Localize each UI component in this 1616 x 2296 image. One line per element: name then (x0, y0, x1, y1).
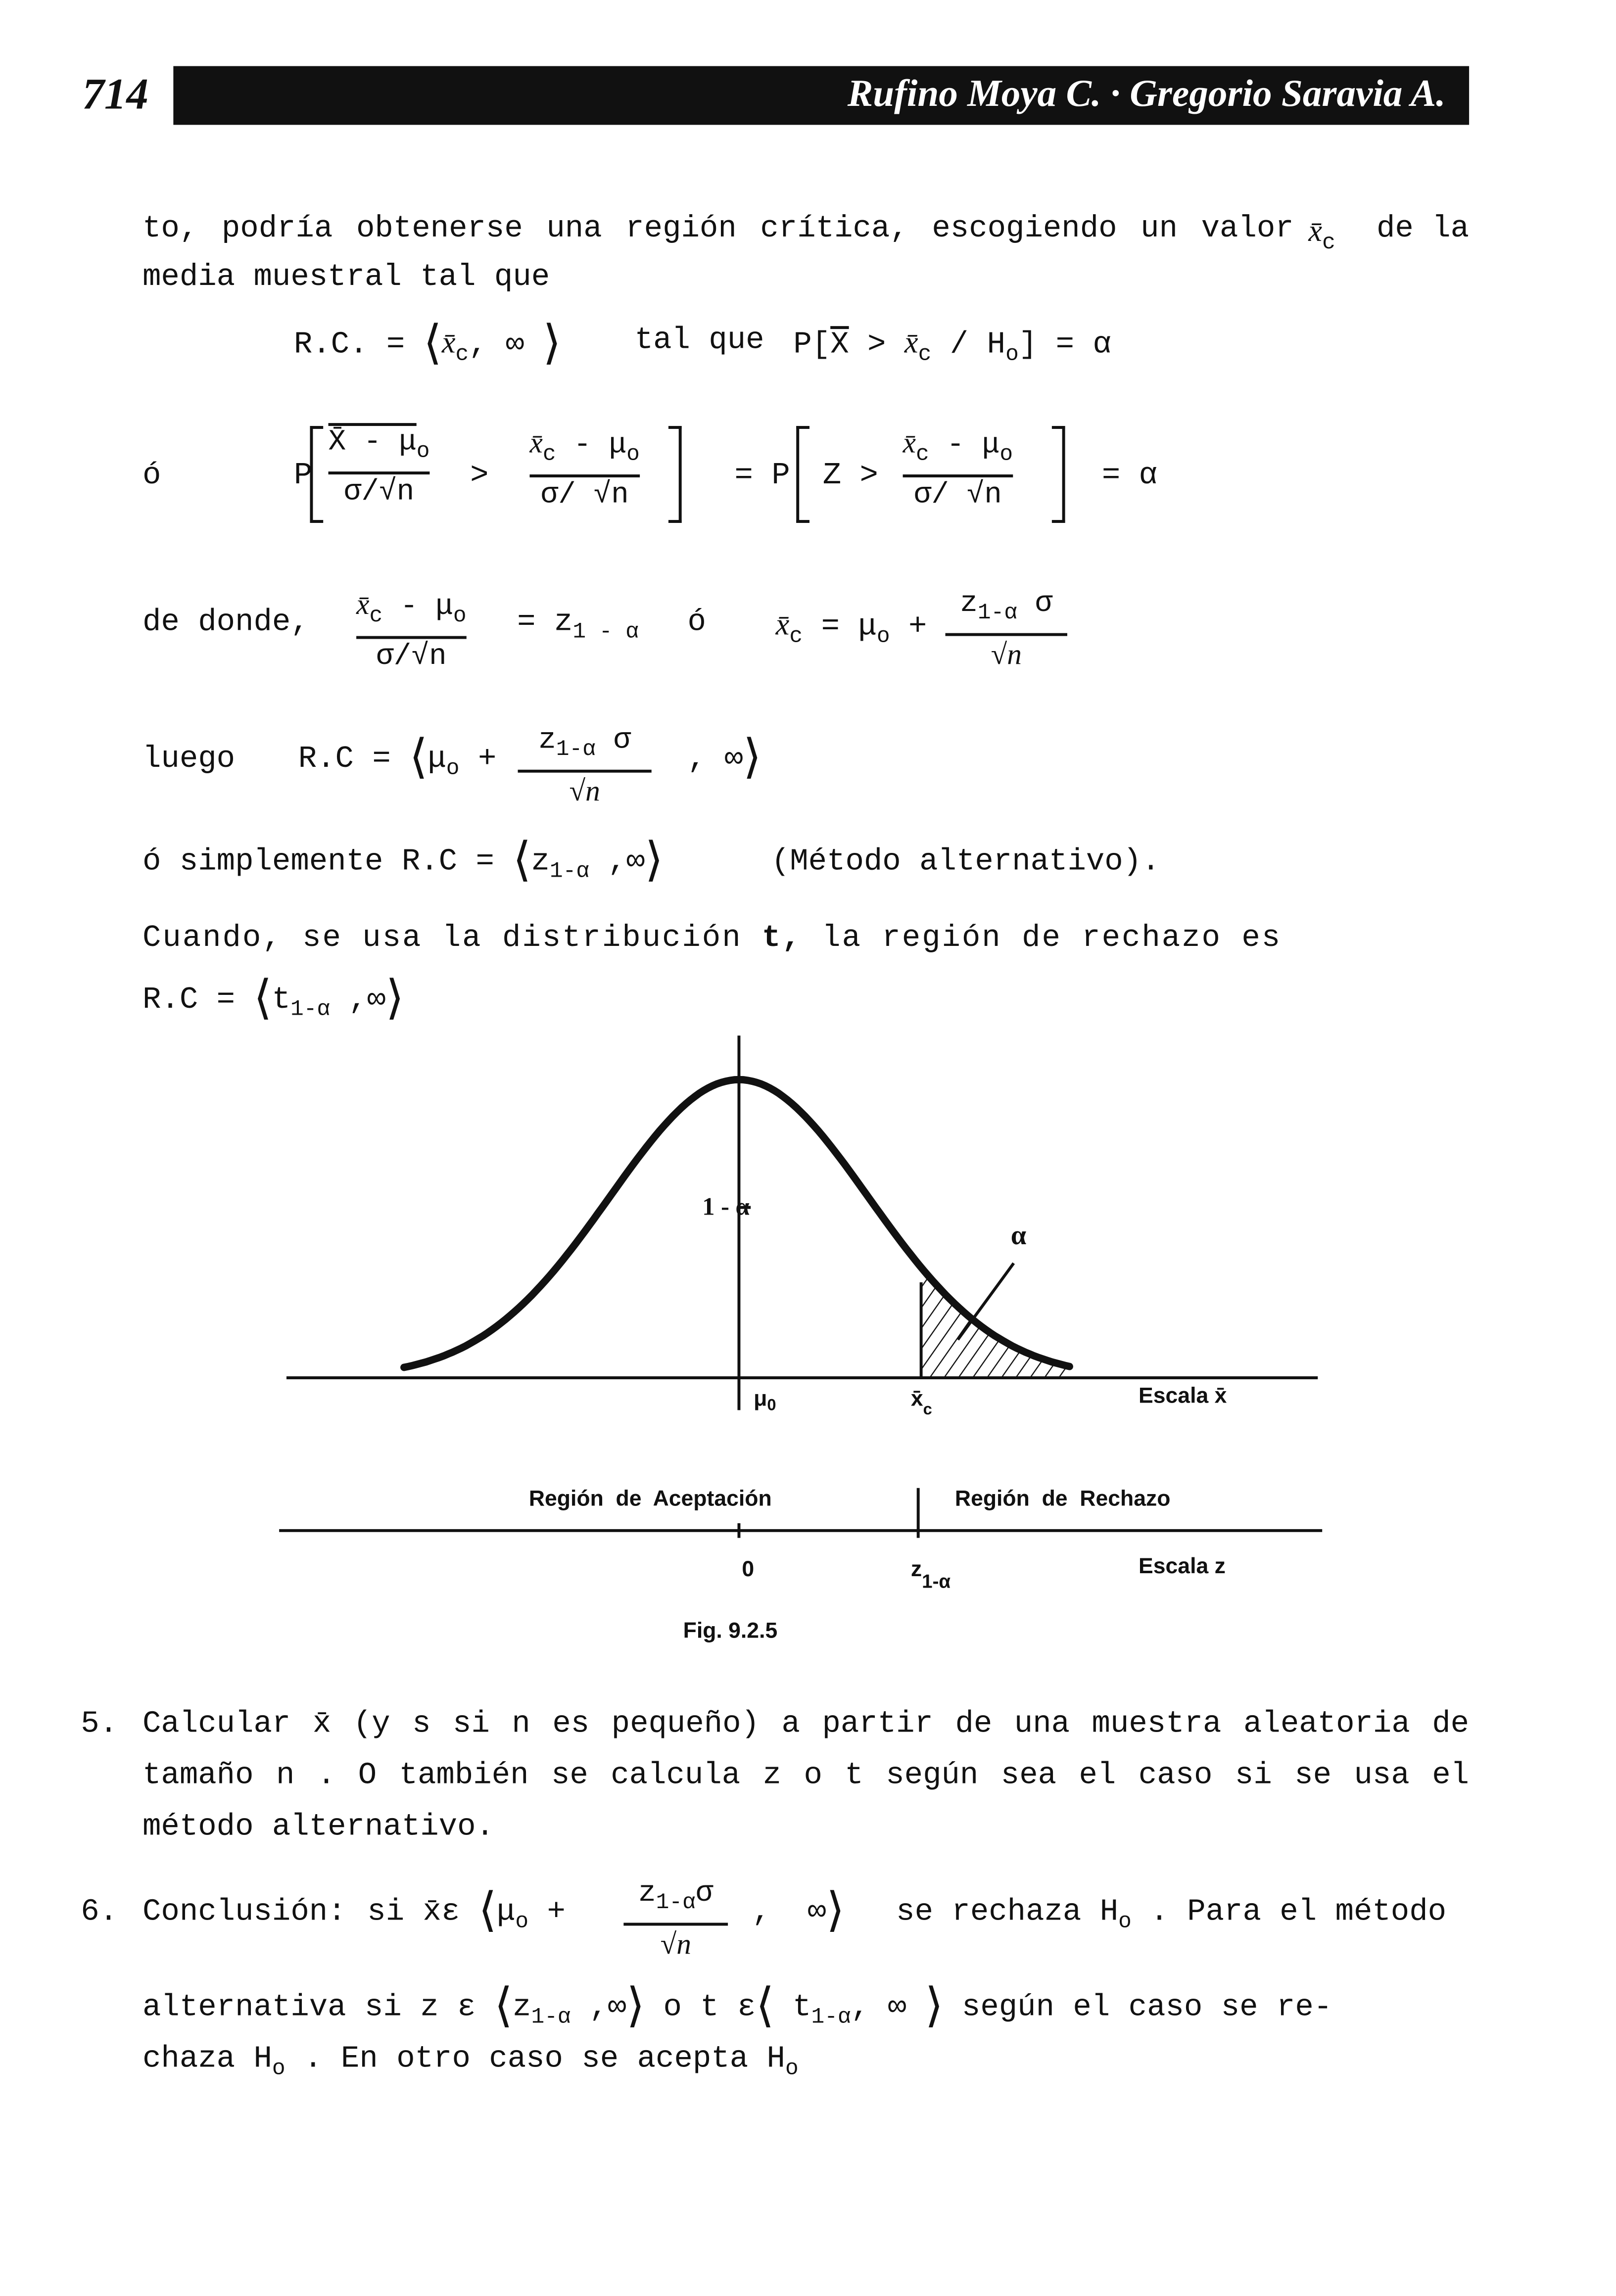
label-alpha: α (1010, 1220, 1027, 1252)
label-xc: $x̄_c$ (910, 1386, 932, 1419)
label-scale-x: Escala x̄ (1139, 1383, 1227, 1409)
gt-sign: > (470, 460, 489, 494)
text-conclusion: Conclusión: (143, 1896, 346, 1930)
item-line: Calcular x̄ (y s si n es pequeño) a partir de una muestra aleatoria de (143, 1708, 1470, 1742)
fraction: $z_{1-\alpha}$ σ √n (538, 724, 631, 809)
formula-membership: si x̄ε $⟨\mu_o$ + (367, 1886, 566, 1941)
conjunction-o: ó (687, 607, 706, 641)
text: to, podría obtenerse una región crítica, escogiendo un valor (143, 213, 1294, 247)
conjunction-o: ó (143, 460, 161, 494)
prob-P: P (293, 460, 313, 494)
formula-alt: ó simplemente $R.C = ⟨z_{1-\alpha}$ ,∞⟩ (143, 836, 664, 890)
eq-P: = P (734, 460, 790, 494)
formula-tail: , ∞⟩ (687, 733, 761, 788)
formula-rc: R.C. = $⟨x̄_c$, ∞ ⟩ (293, 319, 562, 374)
paragraph-line: media muestral tal que (143, 261, 550, 295)
text-luego: luego (143, 743, 236, 777)
figure-caption: Fig. 9.2.5 (683, 1618, 778, 1644)
item-number: 6. (81, 1896, 118, 1930)
eq-z: = $z_{1 - \alpha}$ (517, 607, 639, 645)
item-line: chaza $H_o$ . En otro caso se acepta $H_o$ (143, 2043, 799, 2082)
text-reject: se rechaza $H_o$ . Para el método (896, 1896, 1447, 1935)
item-line: método alternativo. (143, 1811, 494, 1845)
formula-tail: , ∞⟩ (752, 1886, 845, 1941)
fraction: X̄ - $\mu_o$ σ/√n (328, 426, 430, 510)
text-de-donde: de donde, (143, 607, 309, 641)
fraction: $x̄_c - \mu_o$ σ/ √n (529, 427, 640, 513)
item-line: alternativa si z ε $⟨z_{1-\alpha}$ ,∞⟩ o t ε⟨ $t_{1-\alpha}$, ∞ ⟩ según el caso se re- (143, 1981, 1332, 2036)
formula-rc: $R.C = ⟨\mu_o$ + (298, 733, 497, 788)
label-rejection-region: Región de Rechazo (954, 1486, 1171, 1512)
Z-gt: Z > (822, 460, 878, 494)
item-number: 5. (81, 1708, 118, 1742)
formula-xc: $x̄_c = \mu_o$ + (775, 607, 927, 650)
fraction: $x̄_c - \mu_o$ σ/ √n (903, 427, 1013, 513)
xbar-symbol: $x̄_c$ (1308, 213, 1335, 256)
text-note: (Método alternativo). (771, 846, 1160, 880)
fraction: $z_{1-\alpha}$ σ √n (960, 588, 1052, 673)
eq-alpha: = α (1101, 460, 1158, 494)
label-acceptance-region: Región de Aceptación (528, 1486, 772, 1512)
paragraph-line: Cuando, se usa la distribución t, la región de rechazo es (143, 922, 1282, 956)
page-number: 714 (82, 70, 148, 119)
header-authors: Rufino Moya C. · Gregorio Saravia A. (847, 72, 1446, 115)
item-line: tamaño n . O también se calcula z o t según sea el caso si se usa el (143, 1759, 1470, 1794)
label-one-minus-alpha: 1 - α (702, 1192, 750, 1221)
formula-t: $R.C = ⟨t_{1-\alpha}$ ,∞⟩ (143, 974, 404, 1029)
fraction: $x̄_c - \mu_o$ σ/√n (356, 589, 467, 674)
formula-probability: $P[\overline{X}$ > $x̄_c / H_o] = \alpha$ (793, 325, 1111, 368)
fraction: $z_{1-\alpha}\sigma$ √n (638, 1877, 713, 1963)
label-z-critical: $z_{1-\alpha}$ (910, 1557, 951, 1593)
text: de la (1377, 213, 1470, 247)
label-scale-z: Escala z (1139, 1554, 1226, 1579)
label-zero: 0 (742, 1557, 755, 1582)
text-tal-que: tal que (634, 325, 764, 359)
label-mu0: $\mu_0$ (754, 1386, 776, 1415)
